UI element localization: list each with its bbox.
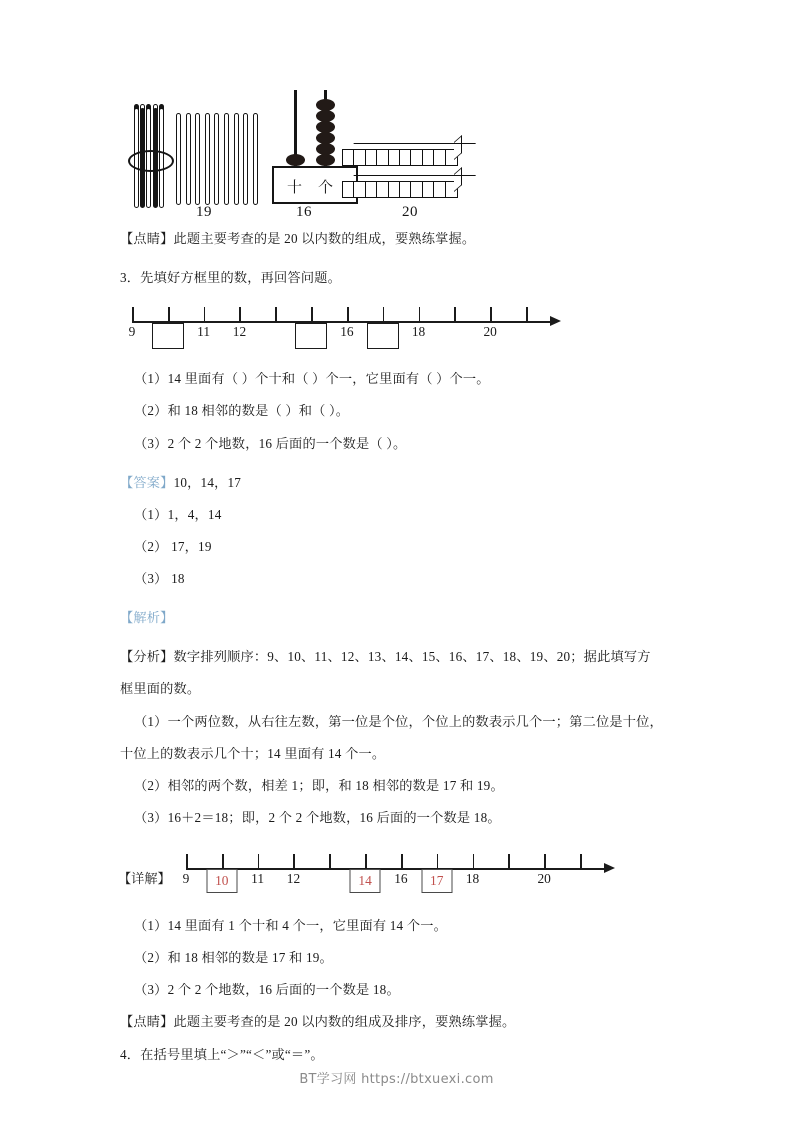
cube-row xyxy=(342,144,463,168)
abacus-tens-label: 十 xyxy=(287,178,303,196)
cubes-caption: 20 xyxy=(402,204,418,220)
question-3-part-2: （2）和 18 相邻的数是（ ）和（ ）。 xyxy=(134,403,350,419)
axis-tick xyxy=(132,307,134,321)
solution-2: （2）和 18 相邻的数是 17 和 19。 xyxy=(134,950,333,966)
cube-top-face-strip xyxy=(346,175,476,184)
abacus-bead xyxy=(316,99,335,111)
question-3-title: 3．先填好方框里的数，再回答问题。 xyxy=(120,270,341,286)
axis-tick xyxy=(508,854,510,868)
axis-tick xyxy=(454,307,456,321)
axis-tick xyxy=(168,307,170,321)
dianjing-top: 【点睛】此题主要考查的是 20 以内数的组成，要熟练掌握。 xyxy=(120,231,476,246)
numberline-blank-box[interactable] xyxy=(295,323,327,349)
axis-tick xyxy=(544,854,546,868)
answer-main: 10，14，17 xyxy=(173,474,242,490)
numberline-blank-box[interactable] xyxy=(152,323,184,349)
axis-tick xyxy=(239,307,241,321)
numberline-answer-box: 14 xyxy=(350,869,381,893)
abacus-bead xyxy=(316,132,335,144)
numberline-solved xyxy=(118,846,680,908)
jiexi-label: 【解析】 xyxy=(120,610,174,626)
answer-label: 【答案】 xyxy=(120,474,174,490)
axis-tick-label: 18 xyxy=(411,324,426,340)
axis-tick-label: 20 xyxy=(537,871,551,886)
axis-tick-label: 9 xyxy=(128,324,136,340)
axis-tick xyxy=(275,307,277,321)
numberline-blank-box[interactable] xyxy=(367,323,399,349)
axis-tick xyxy=(473,854,475,868)
axis-line xyxy=(186,868,606,870)
numberline-answer-box: 17 xyxy=(421,869,452,893)
axis-tick xyxy=(258,854,260,868)
axis-tick-label: 16 xyxy=(394,871,408,886)
abacus-ones-label: 个 xyxy=(318,178,334,196)
axis-tick-label: 12 xyxy=(286,871,301,886)
abacus-bead xyxy=(286,154,305,166)
abacus-bead xyxy=(316,110,335,122)
footer-watermark: BT学习网 https://btxuexi.com xyxy=(299,1072,494,1087)
explanation-1-line-2: 十位上的数表示几个十；14 里面有 14 个一。 xyxy=(120,745,386,761)
cube-top-face-strip xyxy=(346,143,476,152)
question-4-title: 4．在括号里填上“＞”“＜”或“＝”。 xyxy=(120,1046,324,1062)
stick xyxy=(176,113,181,205)
stick xyxy=(195,113,200,205)
question-3-part-1: （1）14 里面有（ ）个十和（ ）个一，它里面有（ ）个一。 xyxy=(134,371,490,387)
axis-tick xyxy=(347,307,349,321)
xiangjie-label: 【详解】 xyxy=(118,871,171,886)
fenxi-line-1: 【分析】数字排列顺序：9、10、11、12、13、14、15、16、17、18、19、20；据此填写方 xyxy=(120,649,651,665)
numberline-answer-box: 10 xyxy=(206,869,237,893)
solution-1: （1）14 里面有 1 个十和 4 个一，它里面有 14 个一。 xyxy=(134,918,448,933)
explanation-2: （2）相邻的两个数，相差 1；即，和 18 相邻的数是 17 和 19。 xyxy=(134,777,504,793)
axis-tick xyxy=(526,307,528,321)
abacus-caption: 16 xyxy=(296,204,312,220)
axis-tick xyxy=(311,307,313,321)
numberline-solved-axis xyxy=(182,846,606,908)
fenxi-line-2: 框里面的数。 xyxy=(120,681,201,697)
axis-tick xyxy=(490,307,492,321)
explanation-3: （3）16＋2＝18；即，2 个 2 个地数，16 后面的一个数是 18。 xyxy=(134,809,501,825)
axis-tick-label: 18 xyxy=(465,871,480,886)
axis-tick-label: 11 xyxy=(197,324,211,340)
stick xyxy=(214,113,219,205)
numberline-blank xyxy=(118,299,680,361)
solution-3: （3）2 个 2 个地数，16 后面的一个数是 18。 xyxy=(134,982,400,998)
axis-tick xyxy=(437,854,439,868)
axis-arrow-icon xyxy=(604,863,615,873)
axis-tick xyxy=(580,854,582,868)
axis-tick xyxy=(419,307,421,321)
question-3-part-3: （3）2 个 2 个地数，16 后面的一个数是（ ）。 xyxy=(134,435,407,451)
axis-tick-label: 12 xyxy=(232,324,247,340)
cubes-figure xyxy=(342,144,492,208)
answer-part-3: （3） 18 xyxy=(134,571,185,586)
stick xyxy=(186,113,191,205)
axis-tick xyxy=(329,854,331,868)
stick xyxy=(234,113,239,205)
axis-tick xyxy=(365,854,367,868)
dianjing-bottom: 【点睛】此题主要考查的是 20 以内数的组成及排序，要熟练掌握。 xyxy=(120,1014,516,1030)
answer-part-2: （2） 17，19 xyxy=(134,538,212,554)
counting-figure-row xyxy=(124,86,680,228)
stick-bundle xyxy=(134,104,168,208)
axis-line xyxy=(132,321,552,323)
answer-part-1: （1）1，4，14 xyxy=(134,506,222,522)
axis-arrow-icon xyxy=(550,316,561,326)
explanation-1-line-1: （1）一个两位数，从右往左数，第一位是个位，个位上的数表示几个一；第二位是十位， xyxy=(134,713,663,729)
bundle-tie xyxy=(128,150,174,172)
abacus-bead xyxy=(316,121,335,133)
axis-tick xyxy=(222,854,224,868)
axis-tick xyxy=(186,854,188,868)
answer-line xyxy=(118,472,680,493)
axis-tick xyxy=(401,854,403,868)
abacus-bead xyxy=(316,143,335,155)
page-content xyxy=(118,86,680,1076)
axis-tick xyxy=(383,307,385,321)
sticks-figure xyxy=(128,104,264,208)
axis-tick xyxy=(204,307,206,321)
axis-tick-label: 11 xyxy=(251,871,265,886)
axis-tick-label: 20 xyxy=(483,324,497,340)
stick xyxy=(205,113,210,205)
axis-tick xyxy=(293,854,295,868)
numberline-blank-axis xyxy=(128,299,552,361)
axis-tick-label: 9 xyxy=(182,871,190,886)
cube-row xyxy=(342,176,463,200)
stick xyxy=(224,113,229,205)
stick xyxy=(253,113,258,205)
sticks-caption: 19 xyxy=(196,204,212,220)
loose-sticks xyxy=(176,113,264,208)
stick xyxy=(243,113,248,205)
abacus-bead xyxy=(316,154,335,166)
axis-tick-label: 16 xyxy=(340,324,354,340)
